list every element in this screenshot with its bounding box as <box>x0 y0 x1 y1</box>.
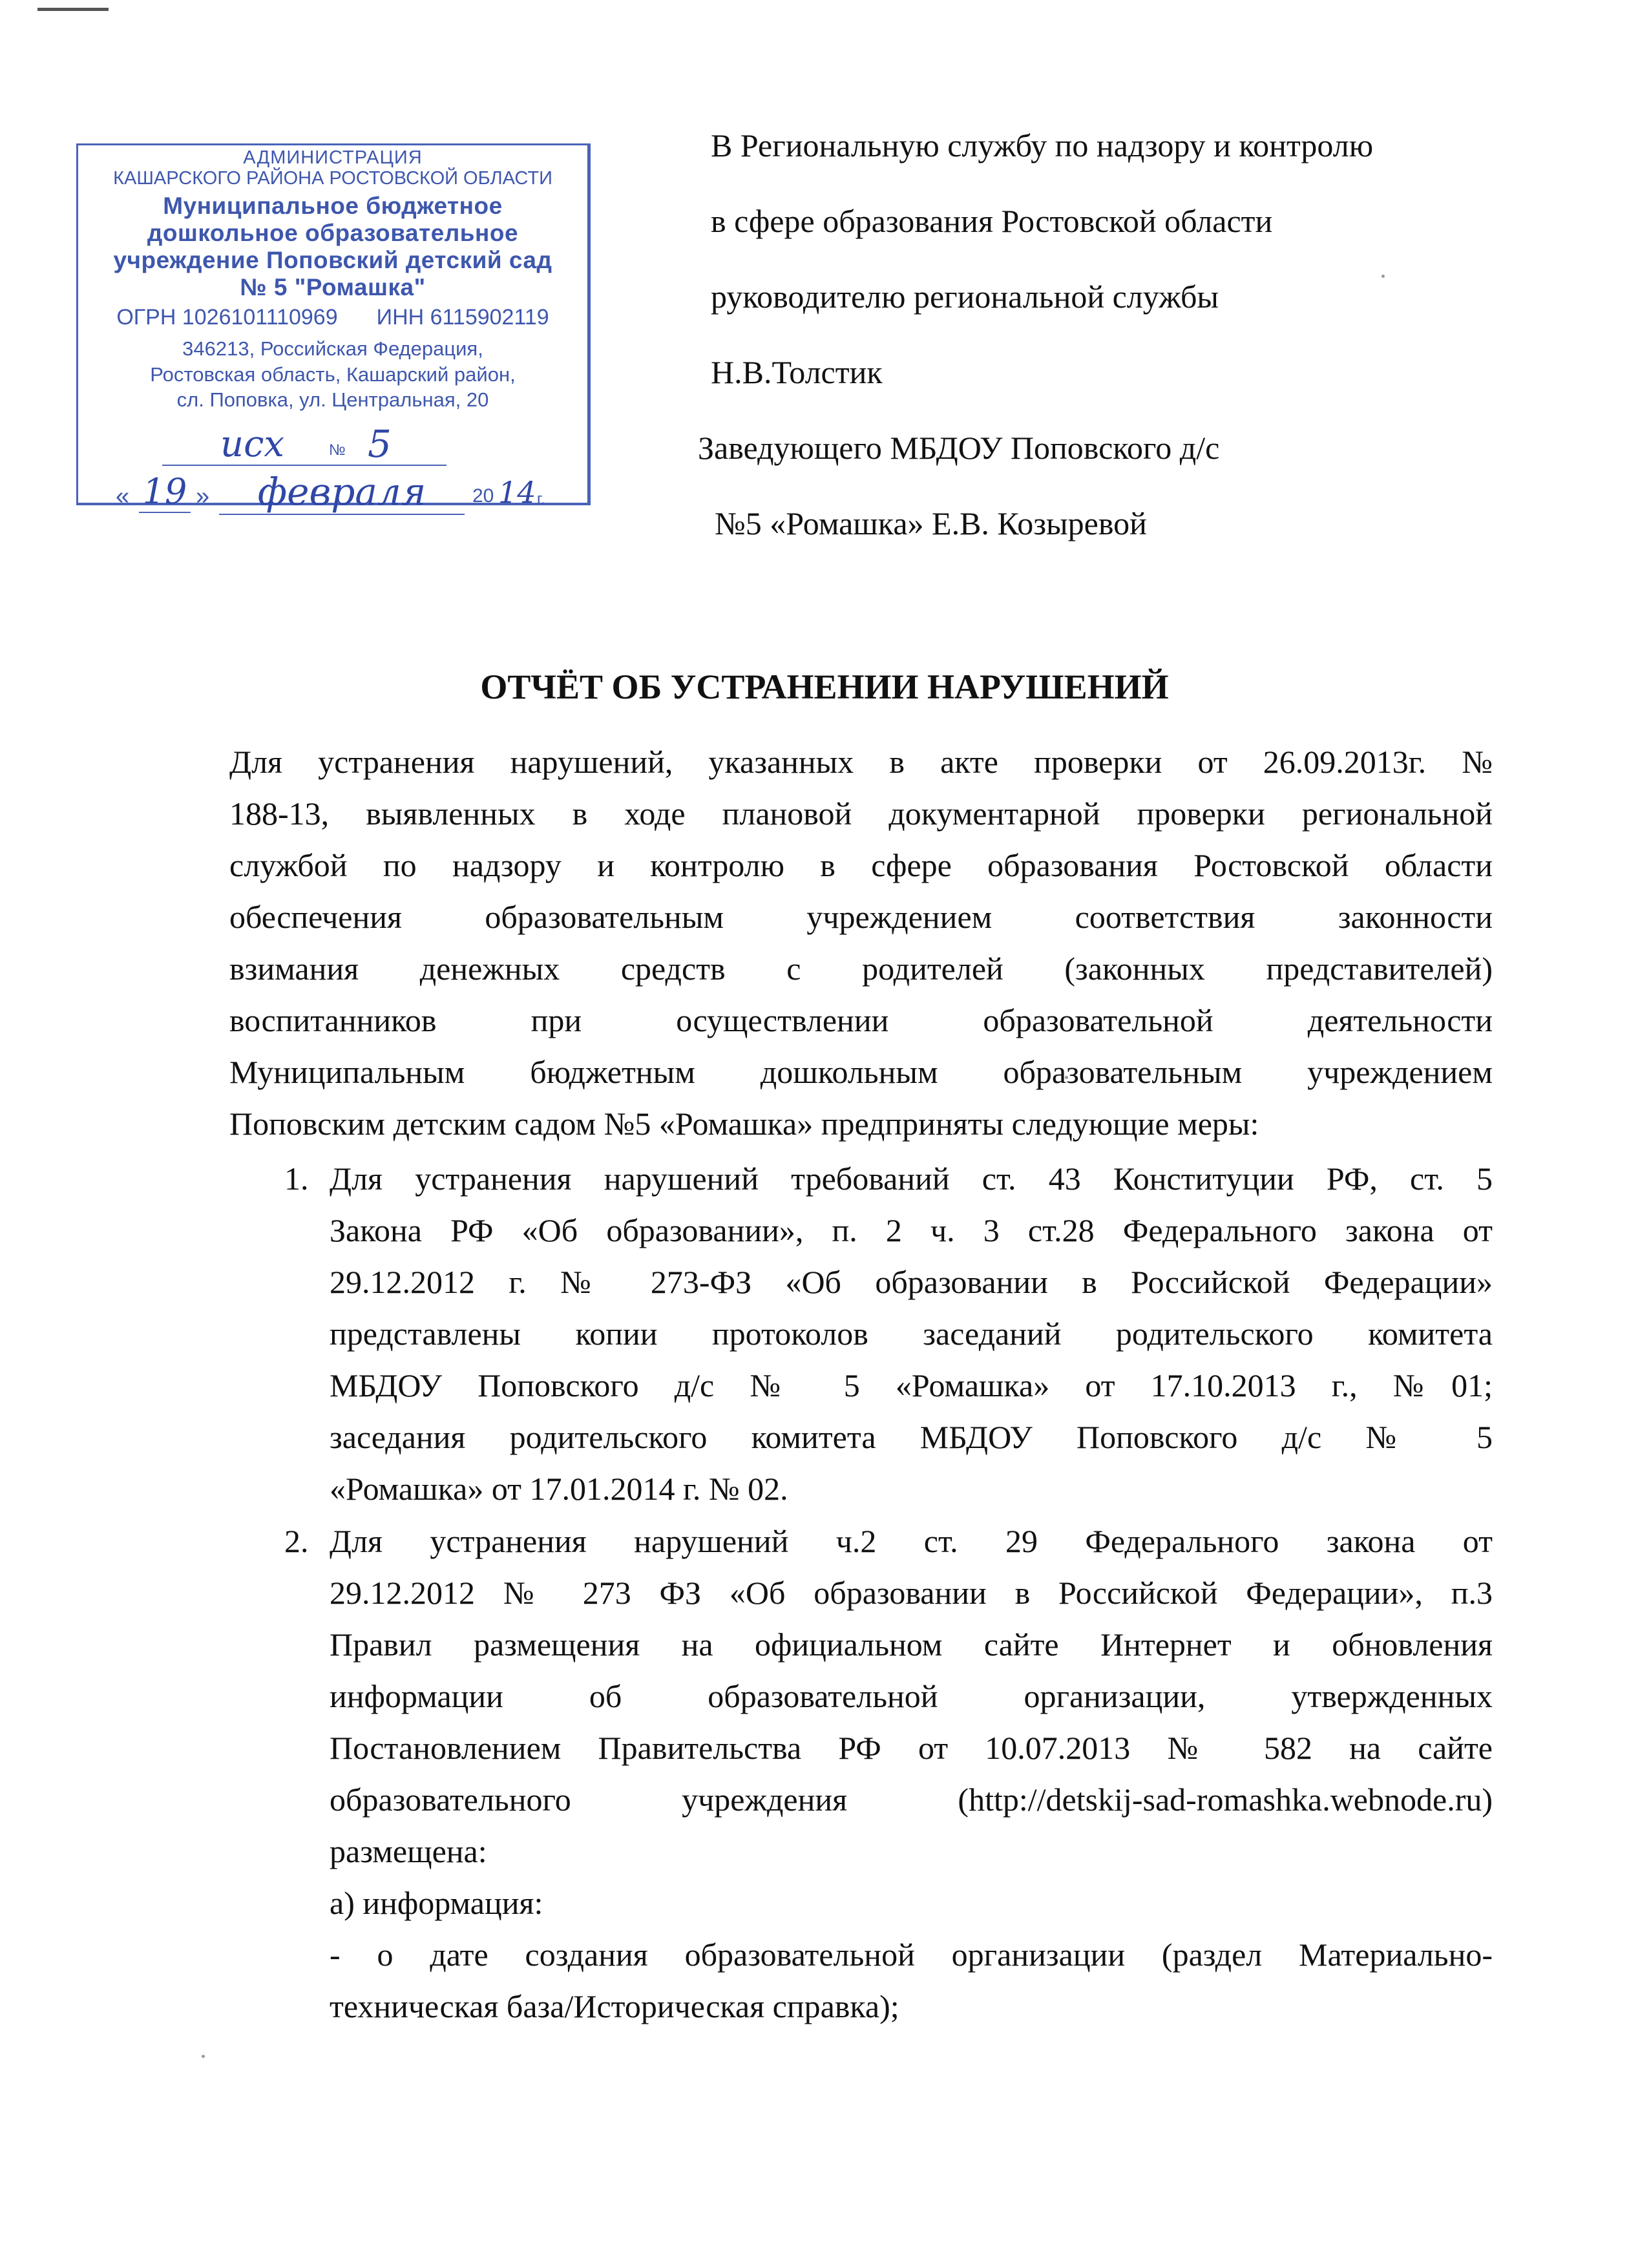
item-line: - о дате создания образовательной организации (раздел Материально- <box>330 1937 1493 1973</box>
item-line: размещена: <box>330 1833 487 1869</box>
stamp-org-line: № 5 "Ромашка" <box>240 274 426 300</box>
item-line: а) информация: <box>330 1885 543 1921</box>
stamp-admin: АДМИНИСТРАЦИЯ <box>243 147 423 168</box>
stamp-date-year-prefix: 20 <box>472 485 494 507</box>
item-line: представлены копии протоколов заседаний родительского комитета <box>330 1316 1493 1352</box>
scan-edge-mark <box>37 8 109 11</box>
stamp-address-line: 346213, Российская Федерация, <box>182 337 483 360</box>
paragraph-line: Поповским детским садом №5 «Ромашка» предприняты следующие меры: <box>229 1106 1259 1142</box>
item-line: техническая база/Историческая справка); <box>330 1988 899 2024</box>
document-title: ОТЧЁТ ОБ УСТРАНЕНИИ НАРУШЕНИЙ <box>480 667 1169 706</box>
stamp-reference <box>162 422 446 466</box>
item-line: информации об образовательной организации, утвержденных <box>330 1678 1493 1714</box>
stamp-org-line: Муниципальное бюджетное <box>163 193 503 219</box>
stamp-date-day: 19 <box>139 471 191 513</box>
stamp-org-line: учреждение Поповский детский сад <box>113 247 552 273</box>
scan-speck <box>1381 275 1385 278</box>
stamp-ogrn: ОГРН 1026101110969 <box>116 305 338 330</box>
item-line: Постановлением Правительства РФ от 10.07.2013 № 582 на сайте <box>330 1730 1493 1766</box>
item-line: 29.12.2012 г. № 273-ФЗ «Об образовании в Российской Федерации» <box>330 1264 1493 1300</box>
item-line: заседания родительского комитета МБДОУ Поповского д/с № 5 <box>330 1419 1493 1455</box>
stamp-ref-number: 5 <box>368 422 392 466</box>
stamp-ref-prefix: исх <box>220 423 285 465</box>
addressee-line: Заведующего МБДОУ Поповского д/с <box>698 430 1220 466</box>
addressee-line: Н.В.Толстик <box>711 354 883 390</box>
item-line: МБДОУ Поповского д/с № 5 «Ромашка» от 17.10.2013 г., №01; <box>330 1367 1493 1403</box>
stamp-address-line: Ростовская область, Кашарский район, <box>150 363 516 386</box>
list-item-number: 1. <box>284 1160 309 1197</box>
item-line: «Ромашка» от 17.01.2014 г. № 02. <box>330 1471 788 1507</box>
paragraph-line: службой по надзору и контролю в сфере образования Ростовской области <box>229 847 1493 883</box>
scan-speck <box>202 2055 205 2058</box>
paragraph-line: Для устранения нарушений, указанных в акте проверки от 26.09.2013г. № <box>229 744 1493 780</box>
addressee-line: руководителю региональной службы <box>711 278 1219 315</box>
paragraph-line: взимания денежных средств с родителей (законных представителей) <box>229 950 1493 987</box>
item-line: 29.12.2012 № 273 ФЗ «Об образовании в Российской Федерации», п.3 <box>330 1575 1493 1611</box>
stamp-address-line: сл. Поповка, ул. Центральная, 20 <box>176 388 489 411</box>
paragraph-line: Муниципальным бюджетным дошкольным образовательным учреждением <box>229 1054 1493 1090</box>
stamp-date <box>116 470 568 514</box>
item-line: Закона РФ «Об образовании», п. 2 ч. 3 ст.28 Федерального закона от <box>330 1212 1493 1248</box>
stamp-date-month: февраля <box>219 470 465 515</box>
stamp-date-year-unit: г. <box>537 490 545 508</box>
stamp-date-quote: » <box>196 483 210 510</box>
stamp-date-quote: « <box>116 483 130 510</box>
addressee-line: №5 «Ромашка» Е.В. Козыревой <box>715 505 1147 541</box>
stamp-date-year-suffix: 14 <box>498 475 536 510</box>
stamp-district: КАШАРСКОГО РАЙОНА РОСТОВСКОЙ ОБЛАСТИ <box>113 168 552 189</box>
stamp-ref-no-label: № <box>329 441 346 459</box>
paragraph-line: 188-13, выявленных в ходе плановой документарной проверки региональной <box>229 795 1493 832</box>
stamp-org-line: дошкольное образовательное <box>147 220 519 246</box>
item-line: Для устранения нарушений ч.2 ст. 29 Федерального закона от <box>330 1523 1493 1559</box>
item-line: образовательного учреждения (http://detskij-sad-romashka.webnode.ru) <box>330 1781 1493 1818</box>
stamp-ids <box>78 305 587 330</box>
organization-stamp <box>76 143 591 514</box>
paragraph-line: воспитанников при осуществлении образовательной деятельности <box>229 1002 1493 1038</box>
list-item-number: 2. <box>284 1523 309 1559</box>
addressee-line: в сфере образования Ростовской области <box>711 203 1273 239</box>
item-line: Для устранения нарушений требований ст. 43 Конституции РФ, ст. 5 <box>330 1160 1493 1197</box>
paragraph-line: обеспечения образовательным учреждением соответствия законности <box>229 899 1493 935</box>
stamp-inn: ИНН 6115902119 <box>376 305 549 330</box>
item-line: Правил размещения на официальном сайте Интернет и обновления <box>330 1626 1493 1663</box>
addressee-line: В Региональную службу по надзору и контролю <box>711 127 1374 163</box>
